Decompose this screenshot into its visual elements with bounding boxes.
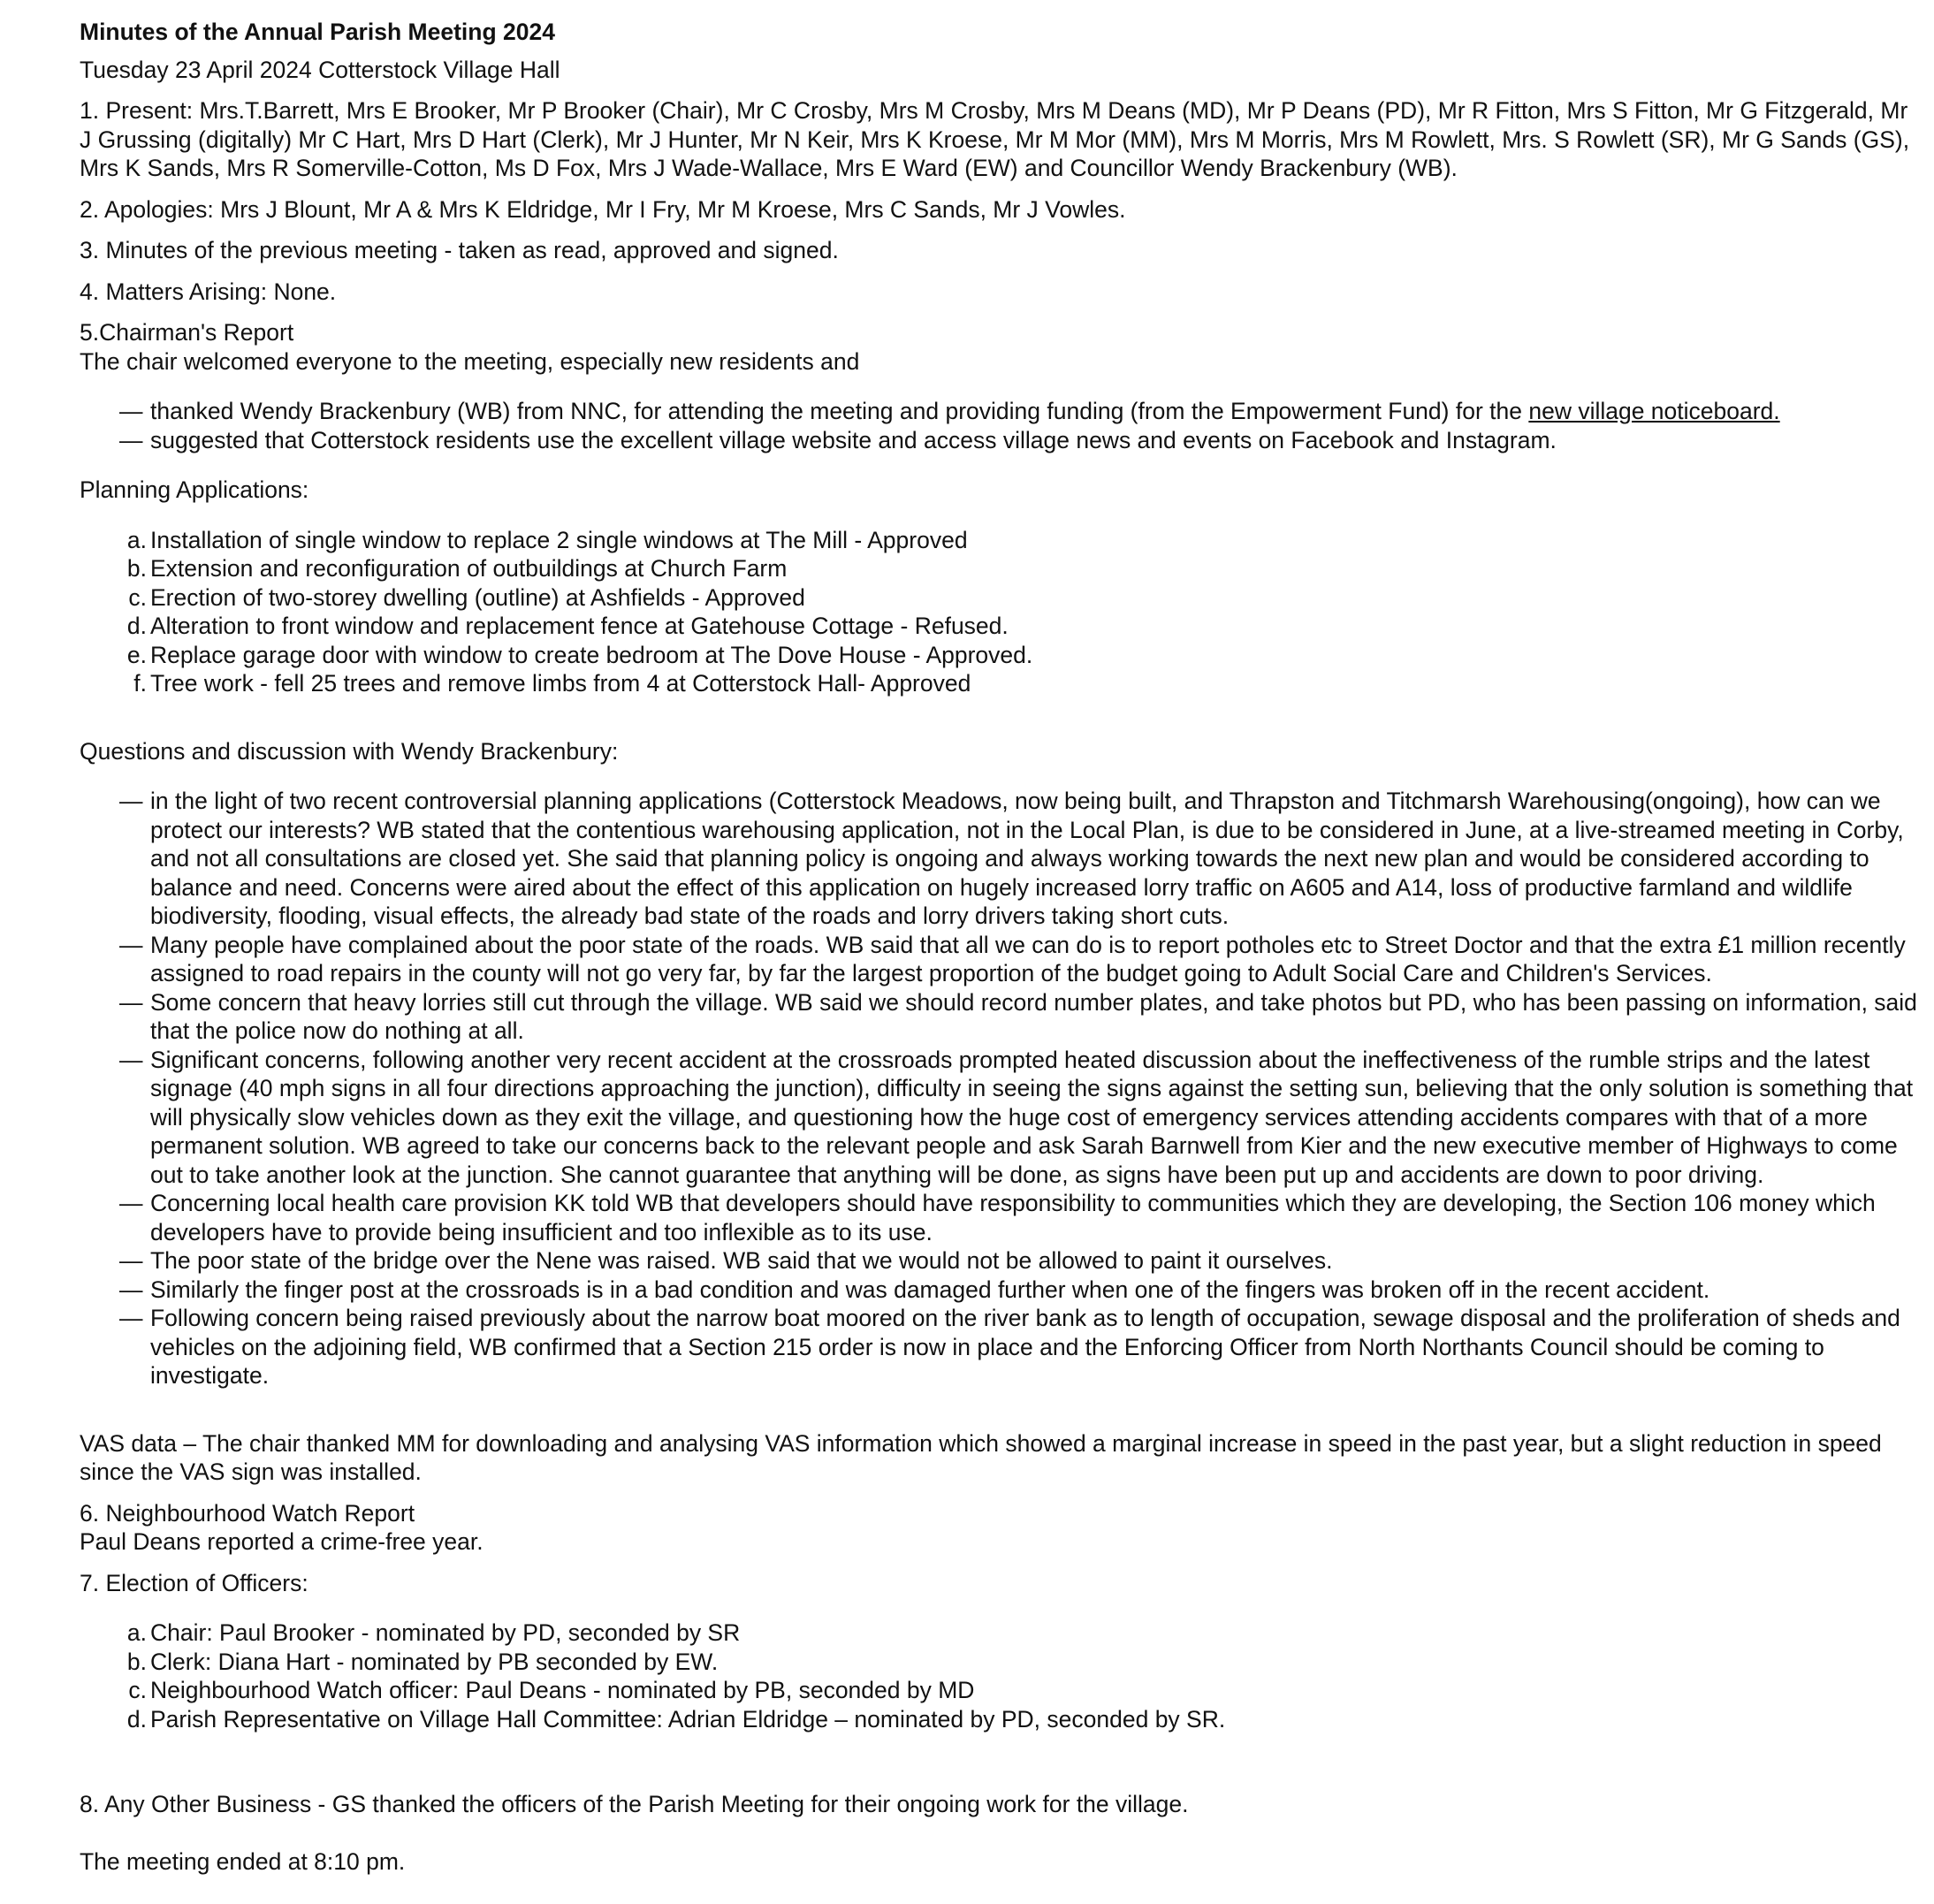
list-item-text: Erection of two-storey dwelling (outline) at Ashfields - Approved [150, 583, 805, 611]
list-item [80, 787, 1918, 931]
list-item [80, 1676, 1918, 1705]
list-item [80, 612, 1918, 641]
document-title: Minutes of the Annual Parish Meeting 2024 [80, 19, 555, 45]
list-item-text: Many people have complained about the poor state of the roads. WB said that all we can do is to report potholes etc to Street Doctor and that the extra £1 million recently assigned to road repairs in the county will not go very far, by far the largest proportion of the budget going to Adult Social Care and Children's Services. [150, 931, 1906, 986]
dash-bullet: — [119, 1276, 143, 1303]
list-marker: a. [126, 1619, 147, 1646]
list-item [80, 1246, 1918, 1276]
aob-paragraph: 8. Any Other Business - GS thanked the officers of the Parish Meeting for their ongoing work for the village. [80, 1791, 1189, 1817]
dash-bullet: — [119, 1247, 143, 1274]
dash-bullet: — [119, 1305, 143, 1331]
list-item-text: Replace garage door with window to create bedroom at The Dove House - Approved. [150, 641, 1033, 668]
list-item-text: suggested that Cotterstock residents use the excellent village website and access village news and events on Facebook and Instagram. [150, 426, 1557, 453]
planning-applications-heading: Planning Applications: [80, 476, 309, 503]
list-marker: d. [126, 1705, 147, 1733]
list-marker: e. [126, 641, 147, 668]
list-item-text: Installation of single window to replace 2 single windows at The Mill - Approved [150, 526, 968, 553]
list-item [80, 988, 1918, 1046]
list-marker: f. [133, 670, 147, 697]
list-item-text: Clerk: Diana Hart - nominated by PB seconded by EW. [150, 1648, 719, 1675]
dash-bullet: — [119, 788, 143, 814]
neighbourhood-watch-heading: 6. Neighbourhood Watch Report [80, 1499, 415, 1527]
list-item-text: Parish Representative on Village Hall Committee: Adrian Eldridge – nominated by PD, seconded by SR. [150, 1705, 1226, 1733]
chairman-report-heading: 5.Chairman's Report [80, 319, 294, 346]
list-item [80, 1648, 1918, 1677]
list-item-text: Following concern being raised previously about the narrow boat moored on the river bank as to length of occupation, sewage disposal and the proliferation of sheds and vehicles on the adjoining field, WB confirmed that a Section 215 order is now in place and the Enforcing Officer from North Northants Council should be coming to investigate. [150, 1305, 1900, 1389]
list-item [80, 583, 1918, 613]
questions-heading: Questions and discussion with Wendy Brackenbury: [80, 737, 619, 765]
list-marker: c. [128, 583, 147, 611]
list-item-text: Neighbourhood Watch officer: Paul Deans - nominated by PB, seconded by MD [150, 1677, 975, 1703]
neighbourhood-watch-text: Paul Deans reported a crime-free year. [80, 1528, 484, 1555]
list-item-text: Significant concerns, following another very recent accident at the crossroads prompted heated discussion about the ineffectiveness of the rumble strips and the latest signage (40 mph signs in all four directions approaching the junction), difficulty in seeing the signs against the setting sun, believing that the only solution is something that will physically slow vehicles down as they exit the village, and questioning how the huge cost of emergency services attending accidents compares with that of a more permanent solution. WB agreed to take our concerns back to the relevant people and ask Sarah Barnwell from Kier and the new executive member of Highways to come out to take another look at the junction. She cannot guarantee that anything will be done, as signs have been put up and accidents are down to poor driving. [150, 1046, 1914, 1188]
list-item [80, 931, 1918, 988]
list-item [80, 1304, 1918, 1390]
list-item [80, 554, 1918, 583]
list-item-text: Alteration to front window and replacement fence at Gatehouse Cottage - Refused. [150, 613, 1009, 639]
list-item [80, 1276, 1918, 1305]
present-paragraph: 1. Present: Mrs.T.Barrett, Mrs E Brooker, Mr P Brooker (Chair), Mr C Crosby, Mrs M Crosby, Mrs M Deans (MD), Mr P Deans (PD), Mr R Fitton, Mrs S Fitton, Mr G Fitzgerald, Mr J Grussing (digitally) Mr C Hart, Mrs D Hart (Clerk), Mr J Hunter, Mr N Keir, Mrs K Kroese, Mr M Mor (MM), Mrs M Morris, Mrs M Rowlett, Mrs. S Rowlett (SR), Mr G Sands (GS), Mrs K Sands, Mrs R Somerville-Cotton, Ms D Fox, Mrs J Wade-Wallace, Mrs E Ward (EW) and Councillor Wendy Brackenbury (WB). [80, 97, 1910, 181]
list-marker: c. [128, 1677, 147, 1703]
list-marker: b. [126, 555, 147, 582]
list-item [80, 1705, 1918, 1734]
list-item-text: Chair: Paul Brooker - nominated by PD, seconded by SR [150, 1619, 741, 1646]
list-marker: b. [126, 1648, 147, 1675]
dash-bullet: — [119, 1190, 143, 1216]
list-item [80, 669, 1918, 698]
list-item-text: in the light of two recent controversial planning applications (Cotterstock Meadows, now being built, and Thrapston and Titchmarsh Warehousing(ongoing), how can we protect our interests? WB stated that the contentious warehousing application, not in the Local Plan, is due to be considered in June, at a live-streamed meeting in Corby, and not all consultations are closed yet. She said that planning policy is ongoing and always working towards the next new plan and would be considered according to balance and need. Concerns were aired about the effect of this application on hugely increased lorry traffic on A605 and A14, loss of productive farmland and wildlife biodiversity, flooding, visual effects, the already bad state of the roads and lorry drivers taking short cuts. [150, 788, 1904, 929]
dash-bullet: — [119, 988, 143, 1016]
noticeboard-link[interactable]: new village noticeboard. [1528, 398, 1780, 424]
apologies-paragraph: 2. Apologies: Mrs J Blount, Mr A & Mrs K Eldridge, Mr I Fry, Mr M Kroese, Mrs C Sands, Mr J Vowles. [80, 195, 1126, 223]
questions-list [80, 787, 1918, 1390]
election-heading: 7. Election of Officers: [80, 1569, 308, 1596]
list-item [80, 526, 1918, 555]
dash-bullet: — [119, 426, 143, 453]
list-item [80, 397, 1918, 426]
election-list [80, 1618, 1918, 1733]
list-item-text: Tree work - fell 25 trees and remove limbs from 4 at Cotterstock Hall- Approved [150, 670, 971, 697]
list-item-text: Extension and reconfiguration of outbuildings at Church Farm [150, 555, 788, 582]
list-item [80, 641, 1918, 670]
previous-minutes-paragraph: 3. Minutes of the previous meeting - taken as read, approved and signed. [80, 237, 839, 263]
list-item [80, 1189, 1918, 1246]
vas-data-paragraph: VAS data – The chair thanked MM for downloading and analysing VAS information which showed a marginal increase in speed in the past year, but a slight reduction in speed since the VAS sign was installed. [80, 1429, 1882, 1485]
planning-applications-list [80, 526, 1918, 698]
list-item-text: The poor state of the bridge over the Nene was raised. WB said that we would not be allowed to paint it ourselves. [150, 1247, 1333, 1274]
chairman-report-list [80, 397, 1918, 454]
chairman-report-intro: The chair welcomed everyone to the meeting, especially new residents and [80, 347, 860, 375]
list-item [80, 1618, 1918, 1648]
list-item-text: thanked Wendy Brackenbury (WB) from NNC, for attending the meeting and providing funding (from the Empowerment Fund) for the [150, 398, 1529, 424]
list-item-text: Similarly the finger post at the crossroads is in a bad condition and was damaged further when one of the fingers was broken off in the recent accident. [150, 1276, 1710, 1303]
minutes-document [80, 18, 1918, 1876]
dash-bullet: — [119, 398, 143, 424]
list-item [80, 1046, 1918, 1190]
dash-bullet: — [119, 931, 143, 958]
meeting-ended-line: The meeting ended at 8:10 pm. [80, 1847, 406, 1875]
list-marker: d. [126, 613, 147, 639]
meeting-date-line: Tuesday 23 April 2024 Cotterstock Village Hall [80, 56, 560, 83]
list-marker: a. [126, 526, 147, 553]
dash-bullet: — [119, 1046, 143, 1073]
list-item-text: Concerning local health care provision KK told WB that developers should have responsibility to communities which they are developing, the Section 106 money which developers have to provide being insufficient and too inflexible as to its use. [150, 1190, 1876, 1245]
matters-arising-paragraph: 4. Matters Arising: None. [80, 278, 337, 305]
list-item-text: Some concern that heavy lorries still cut through the village. WB said we should record number plates, and take photos but PD, who has been passing on information, said that the police now do nothing at all. [150, 988, 1917, 1044]
list-item [80, 426, 1918, 455]
